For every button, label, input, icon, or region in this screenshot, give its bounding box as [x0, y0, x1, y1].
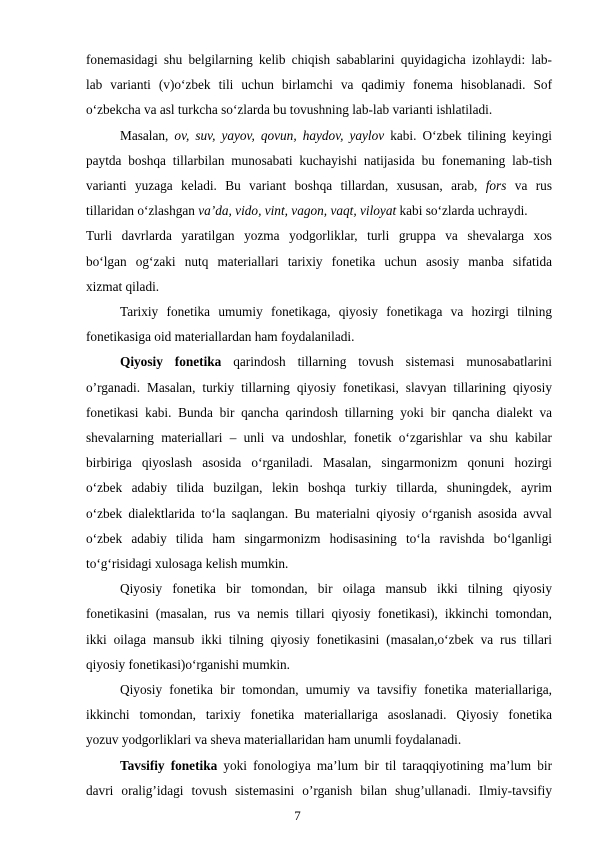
- text-line: [86, 730, 552, 750]
- text-line: [86, 529, 552, 549]
- text-run: o‘zbek adabiy tilida buzilgan, lekin boshqa turkiy tillarda, shuningdek, ayrim: [86, 480, 552, 496]
- text-run: birbiriga qiyoslash asosida o‘rganiladi. Masalan, singarmonizm qonuni hozirgi: [86, 455, 552, 471]
- text-run: o’rganadi. Masalan, turkiy tillarning qiyosiy fonetikasi, slavyan tillarining qiyosiy: [86, 379, 552, 395]
- text-run: qarindosh tillarning tovush sistemasi munosabatlarini: [221, 354, 552, 370]
- text-line: [120, 352, 552, 372]
- text-run: o‘zbek dialektlarida to‘la saqlangan. Bu materialni qiyosiy o‘rganish asosida avval: [86, 505, 552, 521]
- text-run: fonetikasiga oid materiallardan ham foydalaniladi.: [86, 329, 355, 345]
- text-run: Masalan,: [120, 127, 175, 143]
- text-run: kabi. O‘zbek tilining keyingi: [384, 127, 552, 143]
- text-run: Qiyosiy fonetika bir tomondan, bir oilaga mansub ikki tilning qiyosiy: [120, 581, 552, 597]
- text-run: fonemasidagi shu belgilarning kelib chiqish sabablarini quyidagicha izohlaydi: lab-: [86, 52, 552, 67]
- text-line: [86, 453, 552, 473]
- text-line: [86, 176, 552, 196]
- text-line: [86, 655, 552, 675]
- text-line: [86, 554, 552, 574]
- text-line: [120, 680, 552, 700]
- text-line: [86, 403, 552, 423]
- text-run: qiyosiy fonetikasi)o‘rganishi mumkin.: [86, 656, 290, 672]
- text-line: [120, 579, 552, 599]
- italic-example: va’da, vido, vint, vagon, vaqt, viloyat: [198, 203, 397, 219]
- bold-term: Tavsifiy fonetika: [120, 757, 218, 773]
- text-line: [86, 604, 552, 624]
- text-line: [86, 478, 552, 498]
- text-run: fonetikasini (masalan, rus va nemis tillari qiyosiy fonetikasi), ikkinchi tomondan,: [86, 606, 552, 622]
- text-run: ikkinchi tomondan, tarixiy fonetika materiallariga asoslanadi. Qiyosiy fonetika: [86, 707, 552, 723]
- text-run: bo‘lgan og‘zaki nutq materiallari tarixiy fonetika uchun asosiy manba sifatida: [86, 253, 552, 269]
- text-line: [86, 705, 552, 725]
- text-run: Tarixiy fonetika umumiy fonetikaga, qiyosiy fonetikaga va hozirgi tilning: [120, 304, 552, 319]
- text-line: [86, 252, 552, 272]
- text-run: Turli davrlarda yaratilgan yozma yodgorliklar, turli gruppa va shevalarga xos: [86, 228, 552, 244]
- text-line: [86, 630, 552, 650]
- text-run: varianti yuzaga keladi. Bu variant boshqa tillardan, xususan, arab,: [86, 178, 486, 193]
- text-run: yozuv yodgorliklari va sheva materiallaridan ham unumli foydalanadi.: [86, 732, 462, 748]
- text-run: to‘g‘risidagi xulosaga kelish mumkin.: [86, 556, 289, 571]
- text-run: shevalarning materiallari – unli va undoshlar, fonetik o‘zgarishlar va shu kabilar: [86, 430, 552, 445]
- text-line: [86, 327, 552, 347]
- text-run: o‘zbekcha va asl turkcha so‘zlarda bu tovushning lab-lab varianti ishlatiladi.: [86, 102, 493, 118]
- italic-example: ov, suv, yayov, qovun, haydov, yaylov: [174, 127, 385, 143]
- text-run: va rus: [506, 178, 552, 193]
- text-line: [86, 75, 552, 95]
- text-line: [86, 504, 552, 524]
- text-run: paytda boshqa tillarbilan munosabati kuchayishi natijasida bu fonemaning lab-tish: [86, 152, 552, 168]
- text-line: [120, 756, 552, 776]
- text-line: [86, 151, 552, 171]
- text-line: [86, 781, 552, 801]
- text-run: tillaridan o‘zlashgan: [86, 203, 199, 219]
- text-line: [86, 201, 552, 221]
- text-line: [86, 277, 552, 297]
- text-line: [120, 302, 552, 322]
- text-run: o‘zbek adabiy tilida ham singarmonizm hodisasining to‘la ravishda bo‘lganligi: [86, 530, 552, 546]
- text-run: davri oralig’idagi tovush sistemasini o’rganish bilan shug’ullanadi. Ilmiy-tavsifiy: [86, 782, 552, 798]
- text-run: lab varianti (v)o‘zbek tili uchun birlamchi va qadimiy fonema hisoblanadi. Sof: [86, 77, 552, 93]
- text-run: xizmat qiladi.: [86, 278, 160, 294]
- text-run: kabi so‘zlarda uchraydi.: [396, 203, 528, 219]
- text-line: [86, 428, 552, 448]
- italic-example: fors: [485, 178, 507, 193]
- bold-term: Qiyosiy fonetika: [120, 354, 222, 370]
- text-run: yoki fonologiya ma’lum bir til taraqqiyotining ma’lum bir: [217, 757, 552, 773]
- text-line: [120, 126, 552, 146]
- text-line: [86, 226, 552, 246]
- page-number: 7: [294, 808, 301, 823]
- text-line: [86, 50, 552, 70]
- text-run: fonetikasi kabi. Bunda bir qancha qarindosh tillarning yoki bir qancha dialekt va: [86, 404, 552, 420]
- text-run: Qiyosiy fonetika bir tomondan, umumiy va tavsifiy fonetika materiallariga,: [120, 682, 552, 697]
- text-line: [86, 100, 552, 120]
- text-run: ikki oilaga mansub ikki tilning qiyosiy fonetikasini (masalan,o‘zbek va rus tillari: [86, 631, 552, 647]
- text-line: [86, 378, 552, 398]
